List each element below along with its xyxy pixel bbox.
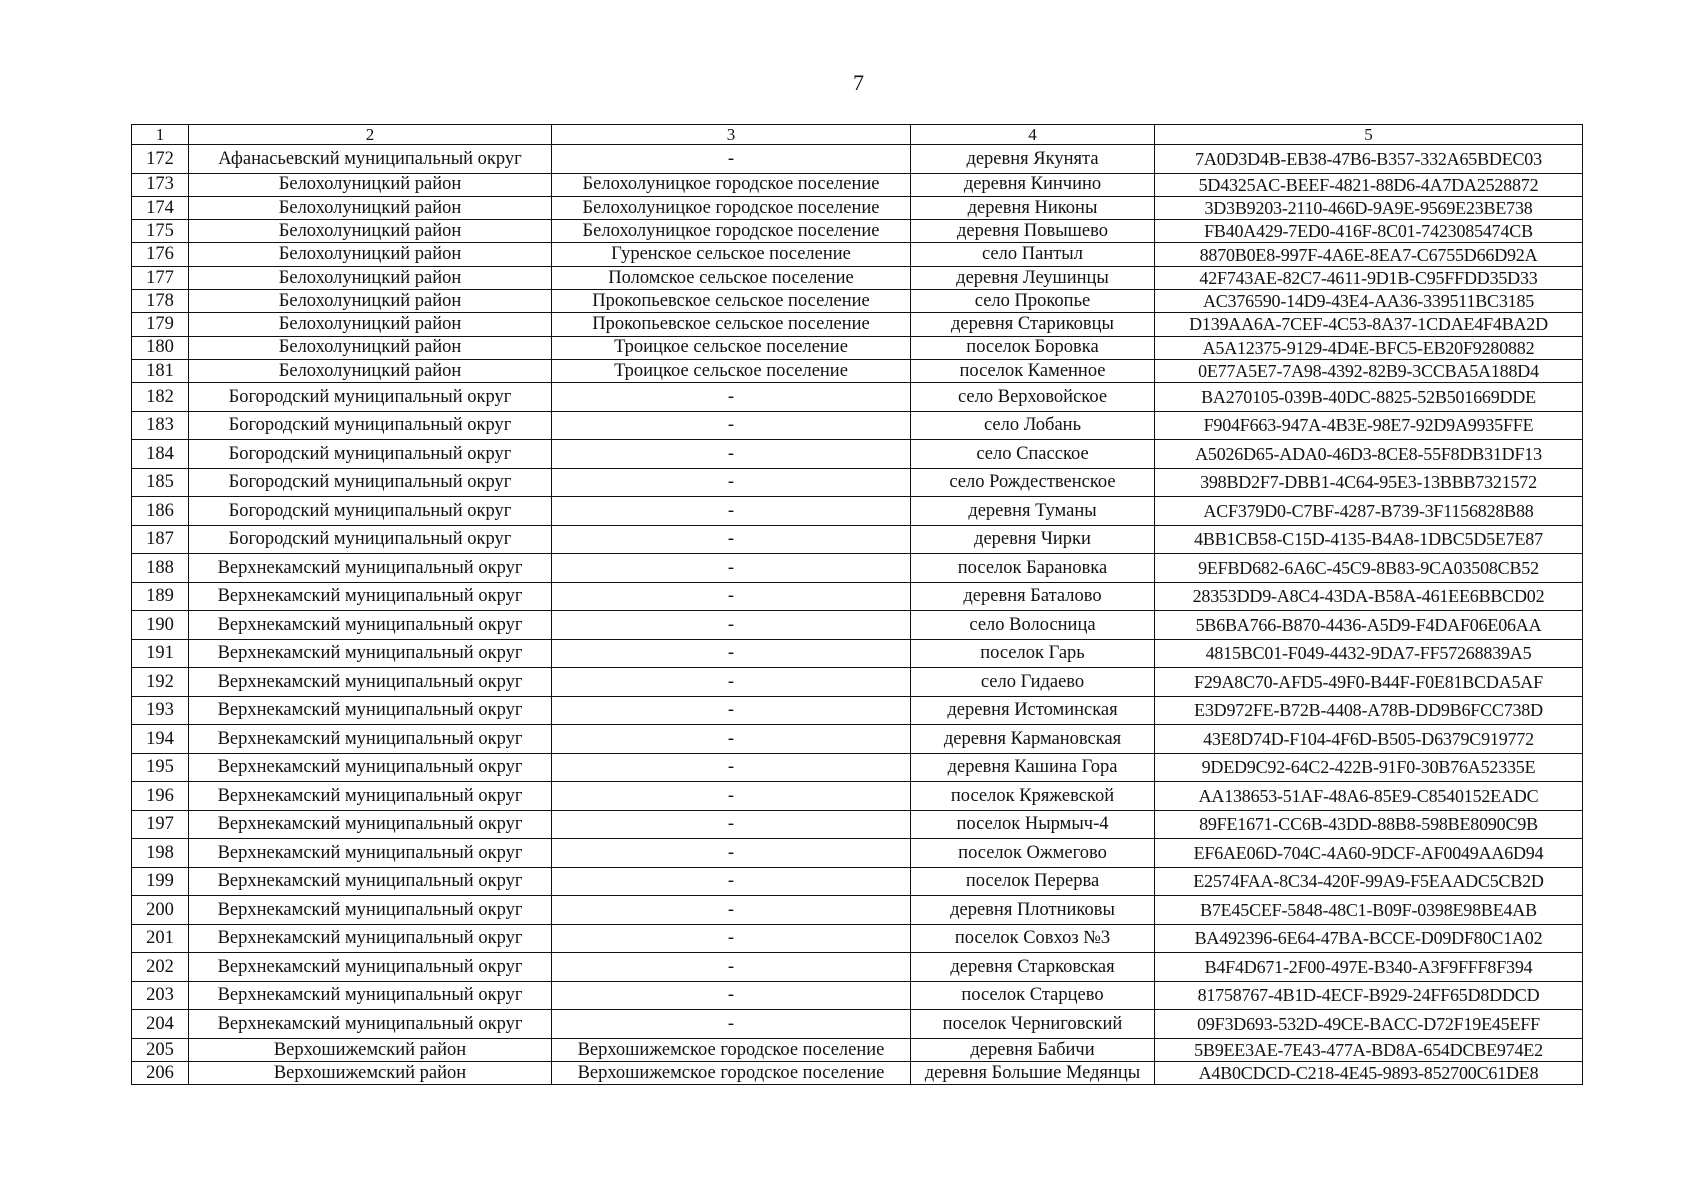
district-cell: Верхнекамский муниципальный округ (189, 896, 552, 925)
settlement-cell: - (552, 896, 911, 925)
table-body (132, 145, 1583, 1085)
locality-cell: поселок Кряжевской (911, 782, 1155, 811)
locality-cell: поселок Ожмегово (911, 839, 1155, 868)
code-cell: 09F3D693-532D-49CE-BACC-D72F19E45EFF (1155, 1010, 1583, 1039)
settlement-cell: - (552, 782, 911, 811)
row-number-cell: 175 (132, 220, 189, 243)
locality-cell: село Волосница (911, 611, 1155, 640)
locality-cell: село Прокопье (911, 289, 1155, 312)
locality-cell: деревня Чирки (911, 525, 1155, 554)
row-number-cell: 195 (132, 753, 189, 782)
table-row (132, 336, 1583, 359)
code-cell: 7A0D3D4B-EB38-47B6-B357-332A65BDEC03 (1155, 145, 1583, 174)
district-cell: Богородский муниципальный округ (189, 383, 552, 412)
table-row (132, 753, 1583, 782)
table-row (132, 810, 1583, 839)
locality-cell: деревня Баталово (911, 582, 1155, 611)
code-cell: 9EFBD682-6A6C-45C9-8B83-9CA03508CB52 (1155, 554, 1583, 583)
table-row (132, 411, 1583, 440)
header-row (132, 125, 1583, 145)
code-cell: AC376590-14D9-43E4-AA36-339511BC3185 (1155, 289, 1583, 312)
row-number-cell: 199 (132, 867, 189, 896)
locality-cell: поселок Совхоз №3 (911, 924, 1155, 953)
locality-cell: деревня Леушинцы (911, 266, 1155, 289)
locality-cell: поселок Боровка (911, 336, 1155, 359)
code-cell: 4BB1CB58-C15D-4135-B4A8-1DBC5D5E7E87 (1155, 525, 1583, 554)
settlement-cell: - (552, 639, 911, 668)
district-cell: Белохолуницкий район (189, 336, 552, 359)
district-cell: Верхнекамский муниципальный округ (189, 611, 552, 640)
row-number-cell: 174 (132, 196, 189, 219)
table-row (132, 289, 1583, 312)
district-cell: Белохолуницкий район (189, 173, 552, 196)
row-number-cell: 192 (132, 668, 189, 697)
code-cell: F904F663-947A-4B3E-98E7-92D9A9935FFE (1155, 411, 1583, 440)
table-row (132, 1061, 1583, 1084)
code-cell: 5B6BA766-B870-4436-A5D9-F4DAF06E06AA (1155, 611, 1583, 640)
locality-cell: деревня Истоминская (911, 696, 1155, 725)
code-cell: 4815BC01-F049-4432-9DA7-FF57268839A5 (1155, 639, 1583, 668)
table-header (132, 125, 1583, 145)
row-number-cell: 206 (132, 1061, 189, 1084)
table-row (132, 359, 1583, 382)
table-row (132, 554, 1583, 583)
settlement-cell: - (552, 696, 911, 725)
district-cell: Белохолуницкий район (189, 313, 552, 336)
code-cell: 43E8D74D-F104-4F6D-B505-D6379C919772 (1155, 725, 1583, 754)
locality-cell: деревня Кармановская (911, 725, 1155, 754)
settlement-cell: - (552, 810, 911, 839)
row-number-cell: 201 (132, 924, 189, 953)
code-cell: BA270105-039B-40DC-8825-52B501669DDE (1155, 383, 1583, 412)
table-row (132, 725, 1583, 754)
table-row (132, 582, 1583, 611)
table-row (132, 1038, 1583, 1061)
locality-cell: село Рождественское (911, 468, 1155, 497)
row-number-cell: 202 (132, 953, 189, 982)
district-cell: Богородский муниципальный округ (189, 440, 552, 469)
table-row (132, 782, 1583, 811)
district-cell: Богородский муниципальный округ (189, 411, 552, 440)
table-row (132, 867, 1583, 896)
settlement-cell: - (552, 383, 911, 412)
table-row (132, 839, 1583, 868)
district-cell: Белохолуницкий район (189, 220, 552, 243)
district-cell: Верхнекамский муниципальный округ (189, 753, 552, 782)
settlement-cell: - (552, 525, 911, 554)
code-cell: ACF379D0-C7BF-4287-B739-3F1156828B88 (1155, 497, 1583, 526)
table-row (132, 383, 1583, 412)
district-cell: Верхнекамский муниципальный округ (189, 924, 552, 953)
settlement-cell: - (552, 668, 911, 697)
locality-cell: деревня Бабичи (911, 1038, 1155, 1061)
column-header: 5 (1155, 125, 1583, 145)
row-number-cell: 183 (132, 411, 189, 440)
code-cell: 81758767-4B1D-4ECF-B929-24FF65D8DDCD (1155, 981, 1583, 1010)
district-cell: Богородский муниципальный округ (189, 525, 552, 554)
settlement-cell: - (552, 839, 911, 868)
row-number-cell: 197 (132, 810, 189, 839)
locality-cell: село Лобань (911, 411, 1155, 440)
district-cell: Верхнекамский муниципальный округ (189, 839, 552, 868)
row-number-cell: 186 (132, 497, 189, 526)
table-row (132, 525, 1583, 554)
table-row (132, 896, 1583, 925)
row-number-cell: 179 (132, 313, 189, 336)
settlement-cell: Верхошижемское городское поселение (552, 1038, 911, 1061)
settlement-cell: - (552, 981, 911, 1010)
table-row (132, 696, 1583, 725)
district-cell: Богородский муниципальный округ (189, 468, 552, 497)
row-number-cell: 187 (132, 525, 189, 554)
column-header: 2 (189, 125, 552, 145)
district-cell: Верхнекамский муниципальный округ (189, 554, 552, 583)
settlement-cell: - (552, 145, 911, 174)
locality-cell: деревня Якунята (911, 145, 1155, 174)
table-row (132, 639, 1583, 668)
code-cell: 3D3B9203-2110-466D-9A9E-9569E23BE738 (1155, 196, 1583, 219)
settlement-cell: - (552, 582, 911, 611)
code-cell: BA492396-6E64-47BA-BCCE-D09DF80C1A02 (1155, 924, 1583, 953)
row-number-cell: 204 (132, 1010, 189, 1039)
district-cell: Верхнекамский муниципальный округ (189, 696, 552, 725)
code-cell: 8870B0E8-997F-4A6E-8EA7-C6755D66D92A (1155, 243, 1583, 266)
table-row (132, 145, 1583, 174)
code-cell: B4F4D671-2F00-497E-B340-A3F9FFF8F394 (1155, 953, 1583, 982)
locality-cell: деревня Кинчино (911, 173, 1155, 196)
district-cell: Белохолуницкий район (189, 359, 552, 382)
settlement-cell: - (552, 440, 911, 469)
table-row (132, 313, 1583, 336)
row-number-cell: 185 (132, 468, 189, 497)
row-number-cell: 173 (132, 173, 189, 196)
district-cell: Белохолуницкий район (189, 266, 552, 289)
district-cell: Белохолуницкий район (189, 243, 552, 266)
table-row (132, 497, 1583, 526)
settlement-cell: - (552, 924, 911, 953)
locality-cell: село Гидаево (911, 668, 1155, 697)
locality-cell: деревня Туманы (911, 497, 1155, 526)
code-cell: 9DED9C92-64C2-422B-91F0-30B76A52335E (1155, 753, 1583, 782)
settlement-cell: Верхошижемское городское поселение (552, 1061, 911, 1084)
code-cell: 28353DD9-A8C4-43DA-B58A-461EE6BBCD02 (1155, 582, 1583, 611)
district-cell: Верхнекамский муниципальный округ (189, 981, 552, 1010)
column-header: 1 (132, 125, 189, 145)
code-cell: FB40A429-7ED0-416F-8C01-7423085474CB (1155, 220, 1583, 243)
row-number-cell: 180 (132, 336, 189, 359)
table-row (132, 924, 1583, 953)
district-cell: Верхнекамский муниципальный округ (189, 1010, 552, 1039)
district-cell: Верхнекамский муниципальный округ (189, 639, 552, 668)
locality-cell: село Верховойское (911, 383, 1155, 412)
district-cell: Верхнекамский муниципальный округ (189, 953, 552, 982)
row-number-cell: 198 (132, 839, 189, 868)
settlement-cell: Белохолуницкое городское поселение (552, 220, 911, 243)
code-cell: B7E45CEF-5848-48C1-B09F-0398E98BE4AB (1155, 896, 1583, 925)
row-number-cell: 191 (132, 639, 189, 668)
table-row (132, 243, 1583, 266)
table-row (132, 173, 1583, 196)
code-cell: A4B0CDCD-C218-4E45-9893-852700C61DE8 (1155, 1061, 1583, 1084)
row-number-cell: 205 (132, 1038, 189, 1061)
district-cell: Афанасьевский муниципальный округ (189, 145, 552, 174)
table-row (132, 220, 1583, 243)
district-cell: Верхошижемский район (189, 1038, 552, 1061)
settlement-cell: - (552, 468, 911, 497)
row-number-cell: 178 (132, 289, 189, 312)
locality-cell: деревня Кашина Гора (911, 753, 1155, 782)
column-header: 4 (911, 125, 1155, 145)
code-cell: E3D972FE-B72B-4408-A78B-DD9B6FCC738D (1155, 696, 1583, 725)
locality-cell: поселок Перерва (911, 867, 1155, 896)
table-row (132, 1010, 1583, 1039)
code-cell: AA138653-51AF-48A6-85E9-C8540152EADC (1155, 782, 1583, 811)
row-number-cell: 184 (132, 440, 189, 469)
row-number-cell: 196 (132, 782, 189, 811)
code-cell: E2574FAA-8C34-420F-99A9-F5EAADC5CB2D (1155, 867, 1583, 896)
locality-cell: деревня Старковская (911, 953, 1155, 982)
district-cell: Белохолуницкий район (189, 196, 552, 219)
settlement-cell: - (552, 953, 911, 982)
locality-cell: поселок Гарь (911, 639, 1155, 668)
row-number-cell: 203 (132, 981, 189, 1010)
row-number-cell: 182 (132, 383, 189, 412)
district-cell: Верхнекамский муниципальный округ (189, 810, 552, 839)
code-cell: D139AA6A-7CEF-4C53-8A37-1CDAE4F4BA2D (1155, 313, 1583, 336)
table-row (132, 440, 1583, 469)
column-header: 3 (552, 125, 911, 145)
row-number-cell: 190 (132, 611, 189, 640)
table-row (132, 953, 1583, 982)
code-cell: EF6AE06D-704C-4A60-9DCF-AF0049AA6D94 (1155, 839, 1583, 868)
settlement-cell: Гуренское сельское поселение (552, 243, 911, 266)
locality-cell: поселок Барановка (911, 554, 1155, 583)
locality-cell: поселок Черниговский (911, 1010, 1155, 1039)
row-number-cell: 177 (132, 266, 189, 289)
settlement-cell: - (552, 411, 911, 440)
row-number-cell: 188 (132, 554, 189, 583)
table-row (132, 468, 1583, 497)
settlement-cell: Белохолуницкое городское поселение (552, 173, 911, 196)
settlement-cell: Троицкое сельское поселение (552, 359, 911, 382)
settlement-cell: Прокопьевское сельское поселение (552, 313, 911, 336)
code-cell: A5A12375-9129-4D4E-BFC5-EB20F9280882 (1155, 336, 1583, 359)
settlement-cell: Белохолуницкое городское поселение (552, 196, 911, 219)
table-row (132, 981, 1583, 1010)
code-cell: 89FE1671-CC6B-43DD-88B8-598BE8090C9B (1155, 810, 1583, 839)
row-number-cell: 172 (132, 145, 189, 174)
settlement-cell: - (552, 725, 911, 754)
settlement-cell: - (552, 1010, 911, 1039)
district-cell: Верхнекамский муниципальный округ (189, 582, 552, 611)
table-row (132, 266, 1583, 289)
row-number-cell: 200 (132, 896, 189, 925)
district-cell: Верхнекамский муниципальный округ (189, 668, 552, 697)
district-cell: Верхнекамский муниципальный округ (189, 725, 552, 754)
page-number: 7 (853, 70, 864, 95)
row-number-cell: 189 (132, 582, 189, 611)
district-cell: Верхнекамский муниципальный округ (189, 782, 552, 811)
code-cell: 398BD2F7-DBB1-4C64-95E3-13BBB7321572 (1155, 468, 1583, 497)
district-cell: Белохолуницкий район (189, 289, 552, 312)
locality-cell: село Пантыл (911, 243, 1155, 266)
locality-cell: поселок Старцево (911, 981, 1155, 1010)
settlement-cell: - (552, 867, 911, 896)
row-number-cell: 176 (132, 243, 189, 266)
district-cell: Верхошижемский район (189, 1061, 552, 1084)
locality-cell: деревня Никоны (911, 196, 1155, 219)
settlement-cell: - (552, 611, 911, 640)
table-row (132, 611, 1583, 640)
code-cell: 42F743AE-82C7-4611-9D1B-C95FFDD35D33 (1155, 266, 1583, 289)
code-cell: F29A8C70-AFD5-49F0-B44F-F0E81BCDA5AF (1155, 668, 1583, 697)
settlement-cell: - (552, 554, 911, 583)
locality-cell: село Спасское (911, 440, 1155, 469)
locality-cell: поселок Каменное (911, 359, 1155, 382)
code-cell: 5D4325AC-BEEF-4821-88D6-4A7DA2528872 (1155, 173, 1583, 196)
settlement-cell: - (552, 497, 911, 526)
table-row (132, 668, 1583, 697)
district-cell: Верхнекамский муниципальный округ (189, 867, 552, 896)
code-cell: 5B9EE3AE-7E43-477A-BD8A-654DCBE974E2 (1155, 1038, 1583, 1061)
settlement-cell: Поломское сельское поселение (552, 266, 911, 289)
locality-cell: деревня Плотниковы (911, 896, 1155, 925)
settlement-cell: Троицкое сельское поселение (552, 336, 911, 359)
code-cell: 0E77A5E7-7A98-4392-82B9-3CCBA5A188D4 (1155, 359, 1583, 382)
settlements-table (131, 124, 1583, 1085)
locality-cell: деревня Стариковцы (911, 313, 1155, 336)
settlement-cell: Прокопьевское сельское поселение (552, 289, 911, 312)
row-number-cell: 193 (132, 696, 189, 725)
district-cell: Богородский муниципальный округ (189, 497, 552, 526)
locality-cell: деревня Большие Медянцы (911, 1061, 1155, 1084)
locality-cell: поселок Нырмыч-4 (911, 810, 1155, 839)
code-cell: A5026D65-ADA0-46D3-8CE8-55F8DB31DF13 (1155, 440, 1583, 469)
row-number-cell: 181 (132, 359, 189, 382)
table-row (132, 196, 1583, 219)
row-number-cell: 194 (132, 725, 189, 754)
settlement-cell: - (552, 753, 911, 782)
locality-cell: деревня Повышево (911, 220, 1155, 243)
